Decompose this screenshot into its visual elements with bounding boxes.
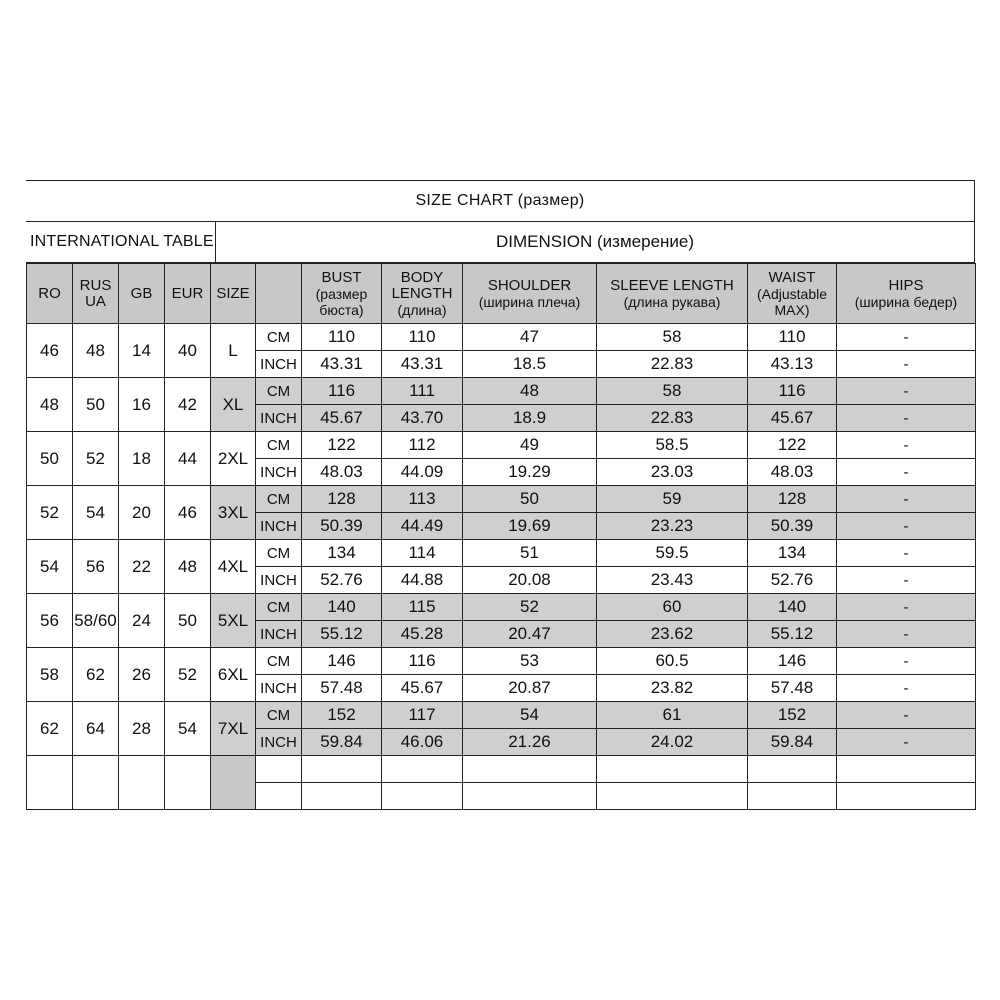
cell-body-length: 114 — [382, 540, 463, 567]
cell-sleeve-length: 60 — [597, 594, 748, 621]
cell-unit: CM — [256, 702, 302, 729]
table-row — [27, 594, 976, 621]
cell-sleeve-length: 23.82 — [597, 675, 748, 702]
cell-waist: 59.84 — [748, 729, 837, 756]
cell-sleeve-length: 22.83 — [597, 351, 748, 378]
cell-gb: 22 — [119, 540, 165, 594]
cell-sleeve-length: 23.03 — [597, 459, 748, 486]
cell-hips: - — [837, 405, 976, 432]
cell-shoulder: 54 — [463, 702, 597, 729]
cell-shoulder: 50 — [463, 486, 597, 513]
empty-cell — [748, 756, 837, 783]
cell-rus: 50 — [73, 378, 119, 432]
col-header-gb: GB — [119, 264, 165, 324]
cell-hips: - — [837, 459, 976, 486]
col-header-sleeve-length: SLEEVE LENGTH (длина рукава) — [597, 264, 748, 324]
cell-bust: 43.31 — [302, 351, 382, 378]
cell-sleeve-length: 58 — [597, 378, 748, 405]
cell-bust: 48.03 — [302, 459, 382, 486]
cell-rus: 48 — [73, 324, 119, 378]
cell-unit: CM — [256, 432, 302, 459]
cell-body-length: 44.49 — [382, 513, 463, 540]
empty-cell — [463, 783, 597, 810]
cell-eur: 42 — [165, 378, 211, 432]
empty-cell — [597, 783, 748, 810]
cell-eur: 40 — [165, 324, 211, 378]
cell-hips: - — [837, 567, 976, 594]
cell-eur: 48 — [165, 540, 211, 594]
empty-cell — [73, 756, 119, 810]
cell-rus: 62 — [73, 648, 119, 702]
cell-shoulder: 20.87 — [463, 675, 597, 702]
table-row — [27, 648, 976, 675]
cell-body-length: 44.09 — [382, 459, 463, 486]
cell-sleeve-length: 59.5 — [597, 540, 748, 567]
cell-body-length: 115 — [382, 594, 463, 621]
international-table-title: INTERNATIONAL TABLE — [26, 222, 216, 262]
empty-cell — [382, 756, 463, 783]
section-titles — [26, 222, 975, 263]
empty-cell — [119, 756, 165, 810]
cell-unit: CM — [256, 378, 302, 405]
cell-bust: 116 — [302, 378, 382, 405]
cell-unit: INCH — [256, 459, 302, 486]
cell-body-length: 112 — [382, 432, 463, 459]
cell-waist: 50.39 — [748, 513, 837, 540]
cell-ro: 48 — [27, 378, 73, 432]
cell-unit: INCH — [256, 729, 302, 756]
cell-sleeve-length: 61 — [597, 702, 748, 729]
empty-cell — [256, 756, 302, 783]
cell-shoulder: 48 — [463, 378, 597, 405]
col-header-rus-ua: RUS UA — [73, 264, 119, 324]
col-header-ro: RO — [27, 264, 73, 324]
cell-size: 5XL — [211, 594, 256, 648]
cell-hips: - — [837, 729, 976, 756]
cell-waist: 146 — [748, 648, 837, 675]
cell-eur: 54 — [165, 702, 211, 756]
cell-bust: 128 — [302, 486, 382, 513]
empty-cell — [165, 756, 211, 810]
cell-bust: 146 — [302, 648, 382, 675]
cell-unit: INCH — [256, 351, 302, 378]
col-header-body-length: BODY LENGTH (длина) — [382, 264, 463, 324]
cell-bust: 59.84 — [302, 729, 382, 756]
cell-shoulder: 20.08 — [463, 567, 597, 594]
cell-bust: 55.12 — [302, 621, 382, 648]
table-row — [27, 486, 976, 513]
cell-waist: 128 — [748, 486, 837, 513]
cell-ro: 56 — [27, 594, 73, 648]
cell-sleeve-length: 58 — [597, 324, 748, 351]
col-header-waist: WAIST (Adjustable MAX) — [748, 264, 837, 324]
empty-cell — [382, 783, 463, 810]
cell-waist: 122 — [748, 432, 837, 459]
cell-sleeve-length: 22.83 — [597, 405, 748, 432]
cell-sleeve-length: 58.5 — [597, 432, 748, 459]
cell-unit: CM — [256, 486, 302, 513]
cell-waist: 43.13 — [748, 351, 837, 378]
cell-size: 7XL — [211, 702, 256, 756]
empty-cell — [302, 756, 382, 783]
cell-gb: 14 — [119, 324, 165, 378]
empty-cell — [837, 756, 976, 783]
cell-unit: INCH — [256, 675, 302, 702]
cell-gb: 24 — [119, 594, 165, 648]
cell-body-length: 45.28 — [382, 621, 463, 648]
cell-eur: 50 — [165, 594, 211, 648]
cell-bust: 134 — [302, 540, 382, 567]
size-table — [26, 263, 976, 810]
dimension-title: DIMENSION (измерение) — [216, 222, 975, 262]
cell-shoulder: 53 — [463, 648, 597, 675]
empty-cell — [256, 783, 302, 810]
cell-body-length: 117 — [382, 702, 463, 729]
cell-body-length: 110 — [382, 324, 463, 351]
cell-sleeve-length: 59 — [597, 486, 748, 513]
size-chart — [26, 180, 975, 810]
empty-row — [27, 756, 976, 783]
cell-hips: - — [837, 486, 976, 513]
cell-ro: 52 — [27, 486, 73, 540]
cell-waist: 116 — [748, 378, 837, 405]
cell-hips: - — [837, 594, 976, 621]
cell-bust: 57.48 — [302, 675, 382, 702]
cell-rus: 54 — [73, 486, 119, 540]
cell-shoulder: 47 — [463, 324, 597, 351]
cell-rus: 52 — [73, 432, 119, 486]
cell-ro: 46 — [27, 324, 73, 378]
cell-eur: 52 — [165, 648, 211, 702]
cell-hips: - — [837, 351, 976, 378]
cell-waist: 140 — [748, 594, 837, 621]
col-header-hips: HIPS (ширина бедер) — [837, 264, 976, 324]
cell-bust: 110 — [302, 324, 382, 351]
empty-cell — [27, 756, 73, 810]
cell-waist: 55.12 — [748, 621, 837, 648]
cell-rus: 56 — [73, 540, 119, 594]
cell-bust: 140 — [302, 594, 382, 621]
cell-sleeve-length: 24.02 — [597, 729, 748, 756]
cell-hips: - — [837, 378, 976, 405]
cell-gb: 20 — [119, 486, 165, 540]
cell-gb: 26 — [119, 648, 165, 702]
table-body — [27, 324, 976, 810]
cell-bust: 50.39 — [302, 513, 382, 540]
cell-rus: 58/60 — [73, 594, 119, 648]
cell-bust: 122 — [302, 432, 382, 459]
cell-body-length: 43.70 — [382, 405, 463, 432]
cell-body-length: 113 — [382, 486, 463, 513]
cell-body-length: 46.06 — [382, 729, 463, 756]
cell-unit: CM — [256, 648, 302, 675]
cell-body-length: 45.67 — [382, 675, 463, 702]
cell-ro: 58 — [27, 648, 73, 702]
cell-shoulder: 19.69 — [463, 513, 597, 540]
empty-cell — [302, 783, 382, 810]
cell-hips: - — [837, 648, 976, 675]
cell-eur: 46 — [165, 486, 211, 540]
cell-shoulder: 19.29 — [463, 459, 597, 486]
col-header-size: SIZE — [211, 264, 256, 324]
cell-unit: CM — [256, 540, 302, 567]
cell-unit: INCH — [256, 567, 302, 594]
cell-sleeve-length: 23.62 — [597, 621, 748, 648]
cell-shoulder: 20.47 — [463, 621, 597, 648]
empty-cell — [597, 756, 748, 783]
cell-hips: - — [837, 432, 976, 459]
cell-sleeve-length: 60.5 — [597, 648, 748, 675]
cell-unit: INCH — [256, 513, 302, 540]
cell-hips: - — [837, 513, 976, 540]
col-header-bust: BUST (размер бюста) — [302, 264, 382, 324]
cell-size: 6XL — [211, 648, 256, 702]
cell-shoulder: 18.9 — [463, 405, 597, 432]
cell-ro: 50 — [27, 432, 73, 486]
empty-size-cell — [211, 756, 256, 810]
cell-body-length: 44.88 — [382, 567, 463, 594]
cell-shoulder: 18.5 — [463, 351, 597, 378]
cell-waist: 52.76 — [748, 567, 837, 594]
cell-hips: - — [837, 324, 976, 351]
cell-hips: - — [837, 540, 976, 567]
cell-shoulder: 52 — [463, 594, 597, 621]
chart-title-bar — [26, 180, 975, 222]
header-row — [27, 264, 976, 324]
cell-shoulder: 49 — [463, 432, 597, 459]
table-row — [27, 702, 976, 729]
col-header-unit — [256, 264, 302, 324]
table-row — [27, 432, 976, 459]
cell-unit: CM — [256, 594, 302, 621]
cell-bust: 45.67 — [302, 405, 382, 432]
chart-title: SIZE CHART (размер) — [415, 192, 585, 209]
cell-size: XL — [211, 378, 256, 432]
cell-gb: 16 — [119, 378, 165, 432]
cell-hips: - — [837, 675, 976, 702]
col-header-shoulder: SHOULDER (ширина плеча) — [463, 264, 597, 324]
cell-bust: 52.76 — [302, 567, 382, 594]
cell-size: 3XL — [211, 486, 256, 540]
cell-size: 2XL — [211, 432, 256, 486]
cell-unit: INCH — [256, 405, 302, 432]
cell-gb: 28 — [119, 702, 165, 756]
cell-rus: 64 — [73, 702, 119, 756]
empty-cell — [748, 783, 837, 810]
cell-ro: 62 — [27, 702, 73, 756]
col-header-eur: EUR — [165, 264, 211, 324]
cell-gb: 18 — [119, 432, 165, 486]
cell-body-length: 43.31 — [382, 351, 463, 378]
cell-waist: 134 — [748, 540, 837, 567]
cell-bust: 152 — [302, 702, 382, 729]
cell-waist: 57.48 — [748, 675, 837, 702]
cell-body-length: 111 — [382, 378, 463, 405]
table-row — [27, 540, 976, 567]
cell-waist: 110 — [748, 324, 837, 351]
cell-sleeve-length: 23.43 — [597, 567, 748, 594]
empty-cell — [837, 783, 976, 810]
cell-size: 4XL — [211, 540, 256, 594]
cell-waist: 45.67 — [748, 405, 837, 432]
cell-hips: - — [837, 621, 976, 648]
table-row — [27, 324, 976, 351]
cell-shoulder: 21.26 — [463, 729, 597, 756]
cell-ro: 54 — [27, 540, 73, 594]
cell-size: L — [211, 324, 256, 378]
cell-shoulder: 51 — [463, 540, 597, 567]
cell-unit: INCH — [256, 621, 302, 648]
cell-waist: 48.03 — [748, 459, 837, 486]
table-row — [27, 378, 976, 405]
cell-eur: 44 — [165, 432, 211, 486]
cell-hips: - — [837, 702, 976, 729]
cell-waist: 152 — [748, 702, 837, 729]
cell-body-length: 116 — [382, 648, 463, 675]
cell-unit: CM — [256, 324, 302, 351]
cell-sleeve-length: 23.23 — [597, 513, 748, 540]
empty-cell — [463, 756, 597, 783]
